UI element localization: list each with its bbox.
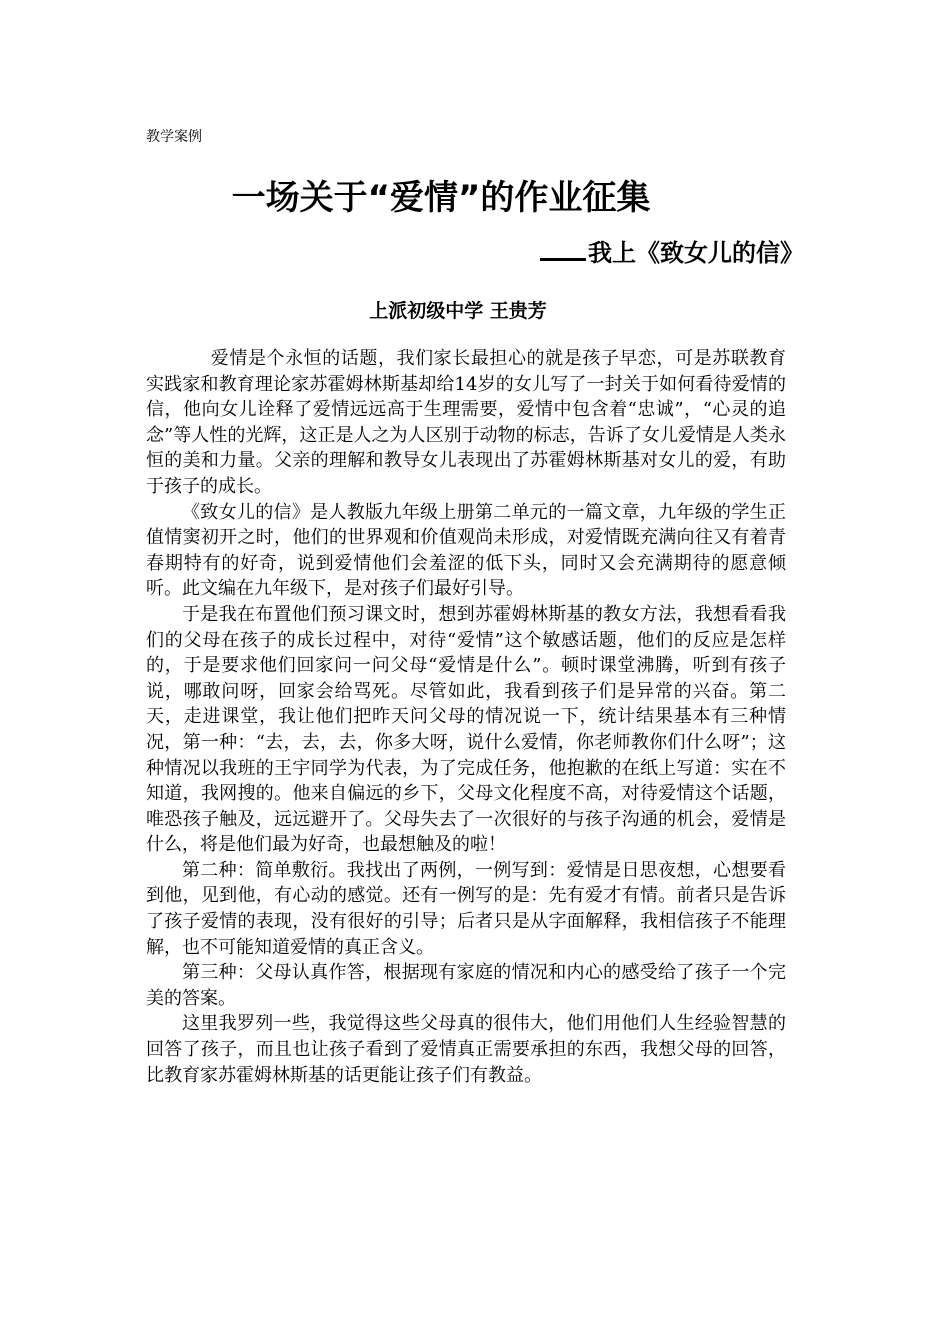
subtitle-underline-blank [540, 236, 586, 261]
page-subtitle [540, 236, 804, 268]
paragraph-2: 《致女儿的信》是人教版九年级上册第二单元的一篇文章，九年级的学生正值情窦初开之时，他们的世界观和价值观尚未形成，对爱情既充满向往又有着青春期特有的好奇，说到爱情他们会羞涩的低下头，同时又会充满期待的愿意倾听。此文编在九年级下，是对孩子们最好引导。 [146, 501, 786, 600]
paragraph-6: 这里我罗列一些，我觉得这些父母真的很伟大，他们用他们人生经验智慧的回答了孩子，而且也让孩子看到了爱情真正需要承担的东西，我想父母的回答，比教育家苏霍姆林斯基的话更能让孩子们有教益。 [146, 1013, 786, 1086]
paragraph-5: 第三种：父母认真作答，根据现有家庭的情况和内心的感受给了孩子一个完美的答案。 [146, 962, 786, 1009]
paragraph-4: 第二种：简单敷衍。我找出了两例，一例写到：爱情是日思夜想，心想要看到他，见到他，有心动的感觉。还有一例写的是：先有爱才有情。前者只是告诉了孩子爱情的表现，没有很好的引导；后者只是从字面解释，我相信孩子不能理解，也不可能知道爱情的真正含义。 [146, 859, 786, 958]
paragraph-1: 爱情是个永恒的话题，我们家长最担心的就是孩子早恋，可是苏联教育实践家和教育理论家苏霍姆林斯基却给14岁的女儿写了一封关于如何看待爱情的信，他向女儿诠释了爱情远远高于生理需要，爱情中包含着“忠诚”，“心灵的追念”等人性的光辉，这正是人之为人区别于动物的标志，告诉了女儿爱情是人类永恒的美和力量。父亲的理解和教导女儿表现出了苏霍姆林斯基对女儿的爱，有助于孩子的成长。 [146, 348, 786, 497]
paragraph-3: 于是我在布置他们预习课文时，想到苏霍姆林斯基的教女方法，我想看看我们的父母在孩子的成长过程中，对待“爱情”这个敏感话题，他们的反应是怎样的，于是要求他们回家问一问父母“爱情是什么”。顿时课堂沸腾，听到有孩子说，哪敢问呀，回家会给骂死。尽管如此，我看到孩子们是异常的兴奋。第二天，走进课堂，我让他们把昨天问父母的情况说一下，统计结果基本有三种情况，第一种：“去，去，去，你多大呀，说什么爱情，你老师教你们什么呀”；这种情况以我班的王宇同学为代表，为了完成任务，他抱歉的在纸上写道：实在不知道，我网搜的。他来自偏远的乡下，父母文化程度不高，对待爱情这个话题，唯恐孩子触及，远远避开了。父母失去了一次很好的与孩子沟通的机会，爱情是什么，将是他们最为好奇，也最想触及的啦！ [146, 603, 786, 856]
author-line: 上派初级中学 王贵芳 [369, 300, 547, 322]
page-title: 一场关于“爱情”的作业征集 [231, 178, 651, 218]
article-body [146, 346, 786, 1088]
category-label: 教学案例 [146, 129, 202, 145]
subtitle-text: 我上《致女儿的信》 [588, 239, 804, 267]
